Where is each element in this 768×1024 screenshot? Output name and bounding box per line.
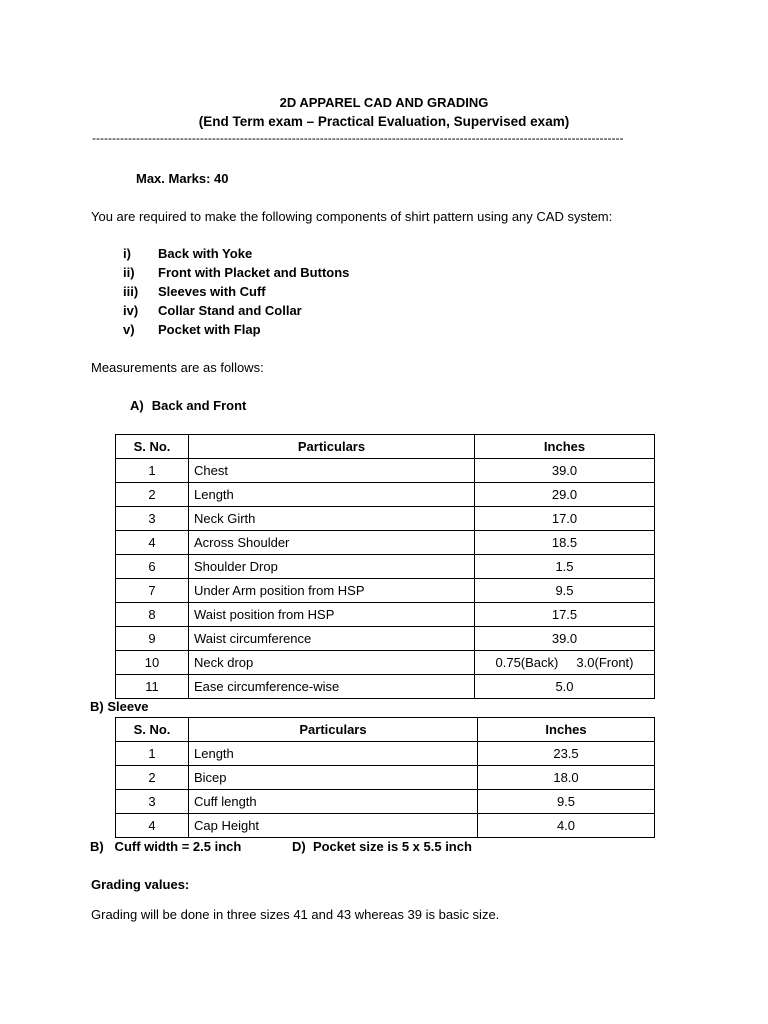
cell-particular: Waist position from HSP [189,603,475,627]
component-label: Collar Stand and Collar [158,303,302,318]
cell-inches: 18.5 [475,531,655,555]
component-number: ii) [123,265,135,280]
cell-sno: 11 [116,675,189,699]
cell-inches: 17.0 [475,507,655,531]
component-number: v) [123,322,135,337]
table-row [116,742,655,766]
cell-particular: Under Arm position from HSP [189,579,475,603]
cell-inches: 29.0 [475,483,655,507]
cell-particular: Waist circumference [189,627,475,651]
header-particulars: Particulars [189,718,478,742]
divider-line: ------------------------------------------------------------------------------------------------------------------------------------- [92,131,624,145]
component-number: i) [123,246,131,261]
cell-sno: 9 [116,627,189,651]
cell-particular: Ease circumference-wise [189,675,475,699]
table-row [116,627,655,651]
cell-sno: 1 [116,742,189,766]
cell-sno: 2 [116,483,189,507]
table-row [116,555,655,579]
sleeve-table [115,717,655,838]
table-row [116,814,655,838]
component-item [123,303,302,318]
component-item [123,284,266,299]
table-row [116,766,655,790]
component-number: iv) [123,303,139,318]
cell-sno: 7 [116,579,189,603]
grading-text: Grading will be done in three sizes 41 and 43 whereas 39 is basic size. [91,907,500,922]
table-row [116,507,655,531]
cell-particular: Neck Girth [189,507,475,531]
header-particulars: Particulars [189,435,475,459]
section-a-heading [130,398,246,413]
cell-sno: 8 [116,603,189,627]
component-number: iii) [123,284,139,299]
max-marks: Max. Marks: 40 [136,171,229,186]
component-label: Front with Placket and Buttons [158,265,350,280]
cell-inches: 0.75(Back) 3.0(Front) [475,651,655,675]
table-row [116,603,655,627]
cell-sno: 10 [116,651,189,675]
cell-particular: Length [189,742,478,766]
table-row [116,790,655,814]
cell-inches: 18.0 [478,766,655,790]
document-subtitle: (End Term exam – Practical Evaluation, Supervised exam) [198,114,570,129]
table-row [116,459,655,483]
section-a-label: A) [130,398,144,413]
cell-sno: 6 [116,555,189,579]
component-label: Back with Yoke [158,246,253,261]
component-item [123,322,261,337]
header-sno: S. No. [116,718,189,742]
table-header-row [116,718,655,742]
table-row [116,531,655,555]
header-inches: Inches [475,435,655,459]
cell-inches: 39.0 [475,459,655,483]
cell-sno: 3 [116,790,189,814]
cell-sno: 4 [116,531,189,555]
cell-sno: 3 [116,507,189,531]
component-label: Pocket with Flap [158,322,261,337]
cell-inches: 4.0 [478,814,655,838]
section-a-title: Back and Front [151,398,247,413]
cell-inches: 1.5 [475,555,655,579]
document-title: 2D APPAREL CAD AND GRADING [279,95,489,110]
component-label: Sleeves with Cuff [158,284,266,299]
section-b-heading: B) Sleeve [90,699,149,714]
table-row [116,675,655,699]
intro-text: You are required to make the following components of shirt pattern using any CAD system: [91,209,613,224]
cell-particular: Chest [189,459,475,483]
cell-inches: 9.5 [478,790,655,814]
cell-particular: Length [189,483,475,507]
cell-particular: Across Shoulder [189,531,475,555]
cell-inches: 17.5 [475,603,655,627]
back-front-table [115,434,655,699]
cell-sno: 2 [116,766,189,790]
measurements-intro: Measurements are as follows: [91,360,264,375]
cell-inches: 9.5 [475,579,655,603]
cell-particular: Shoulder Drop [189,555,475,579]
cell-sno: 1 [116,459,189,483]
cell-particular: Bicep [189,766,478,790]
grading-heading: Grading values: [91,877,190,892]
table-header-row [116,435,655,459]
cell-inches: 39.0 [475,627,655,651]
table-row [116,651,655,675]
cell-particular: Cuff length [189,790,478,814]
table-row [116,483,655,507]
component-item [123,246,252,261]
cell-inches: 23.5 [478,742,655,766]
component-item [123,265,349,280]
pocket-size-note: D) Pocket size is 5 x 5.5 inch [292,839,472,854]
table-row [116,579,655,603]
cell-sno: 4 [116,814,189,838]
cell-particular: Neck drop [189,651,475,675]
header-inches: Inches [478,718,655,742]
cell-inches: 5.0 [475,675,655,699]
cuff-width-note: B) Cuff width = 2.5 inch [90,839,242,854]
header-sno: S. No. [116,435,189,459]
cell-particular: Cap Height [189,814,478,838]
